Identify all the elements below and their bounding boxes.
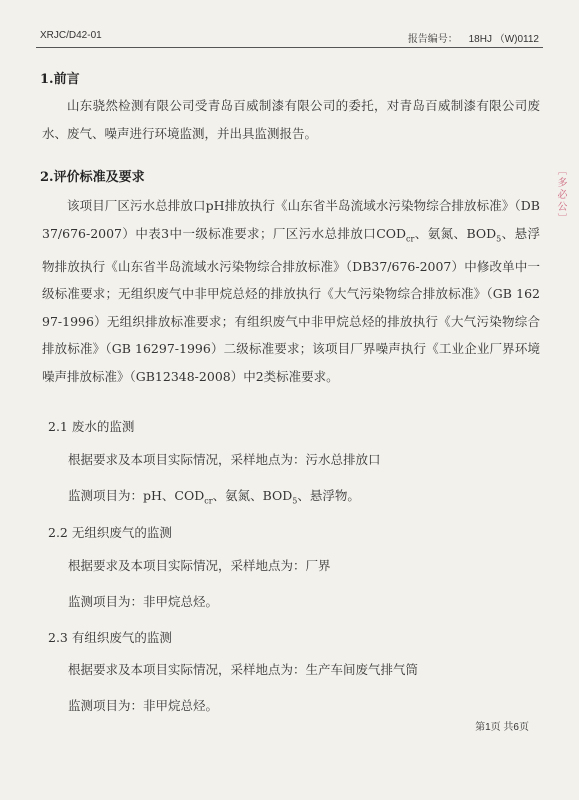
s21-text-a: 监测项目为：pH、COD: [68, 488, 205, 503]
section-2-3-line-2: 监测项目为：非甲烷总烃。: [68, 698, 219, 713]
page-number: 第1页 共6页: [475, 722, 529, 733]
s21-text-c: 、悬浮物。: [297, 488, 360, 503]
report-number: [408, 30, 539, 45]
bod-subscript: 5: [496, 234, 502, 244]
s21-sub-5: 5: [292, 496, 298, 506]
section-2-body: [42, 192, 540, 391]
report-number-label: 报告编号：: [407, 34, 458, 45]
section-2-1-title: 2.1 废水的监测: [48, 419, 135, 434]
section-1-title: 1.前言: [40, 72, 80, 87]
section-2-body-a: 该项目厂区污水总排放口pH排放执行《山东省半岛流域水污染物综合排放标准》（DB37/676-2007）中表3中一级标准要求；厂区污水总排放口COD: [42, 198, 540, 241]
section-2-2-line-1: 根据要求及本项目实际情况，采样地点为：厂界: [68, 558, 331, 573]
s21-sub-cr: cr: [204, 496, 213, 506]
report-number-value: 18HJ （W)0112: [468, 34, 539, 45]
header-divider: [36, 47, 543, 48]
margin-annotation: 〔多必公〕: [555, 165, 566, 225]
section-2-body-b: 、氨氮、BOD: [414, 225, 497, 241]
section-1-body: 山东骁然检测有限公司受青岛百威制漆有限公司的委托，对青岛百威制漆有限公司废水、废气、噪声进行环境监测，并出具监测报告。: [42, 98, 540, 141]
section-2-1-line-2: [68, 486, 360, 506]
section-2-body-c: 、悬浮物排放执行《山东省半岛流域水污染物综合排放标准》（DB37/676-2007）中修改单中一级标准要求；无组织废气中非甲烷总烃的排放执行《大气污染物综合排放标准》（GB 16297-1996）无组织排放标准要求；有组织废气中非甲烷总烃的排放执行《大气污染物综合排放标准》（GB 16297-1996）二级标准要求；该项目厂界噪声执行《工业企业厂界环境噪声排放标准》（GB12348-2008）中2类标准要求。: [42, 225, 540, 385]
section-2-1-line-1: 根据要求及本项目实际情况，采样地点为：污水总排放口: [68, 452, 381, 467]
cod-subscript: cr: [406, 234, 415, 244]
section-2-2-line-2: 监测项目为：非甲烷总烃。: [68, 594, 219, 609]
section-2-title: 2.评价标准及要求: [40, 170, 145, 185]
doc-code: XRJC/D42-01: [40, 30, 102, 41]
s21-text-b: 、氨氮、BOD: [212, 488, 293, 503]
section-2-2-title: 2.2 无组织废气的监测: [48, 525, 172, 540]
section-2-3-title: 2.3 有组织废气的监测: [48, 630, 172, 645]
section-2-3-line-1: 根据要求及本项目实际情况，采样地点为：生产车间废气排气筒: [68, 662, 419, 677]
